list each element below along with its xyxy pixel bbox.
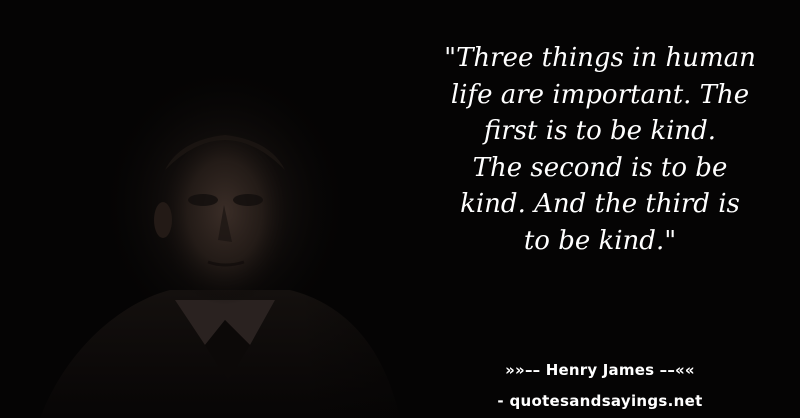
quote-text (420, 40, 780, 259)
quote-line: life are important. The (450, 79, 750, 110)
author-attribution: »»–– Henry James ––«« (505, 361, 695, 379)
source-credit: - quotesandsayings.net (497, 392, 703, 410)
quote-line: The second is to be (472, 152, 728, 183)
quote-line: to be kind." (523, 225, 677, 256)
quote-line: "Three things in human (444, 43, 756, 73)
quote-line: first is to be kind. (483, 116, 717, 146)
quote-line: kind. And the third is (460, 189, 740, 219)
